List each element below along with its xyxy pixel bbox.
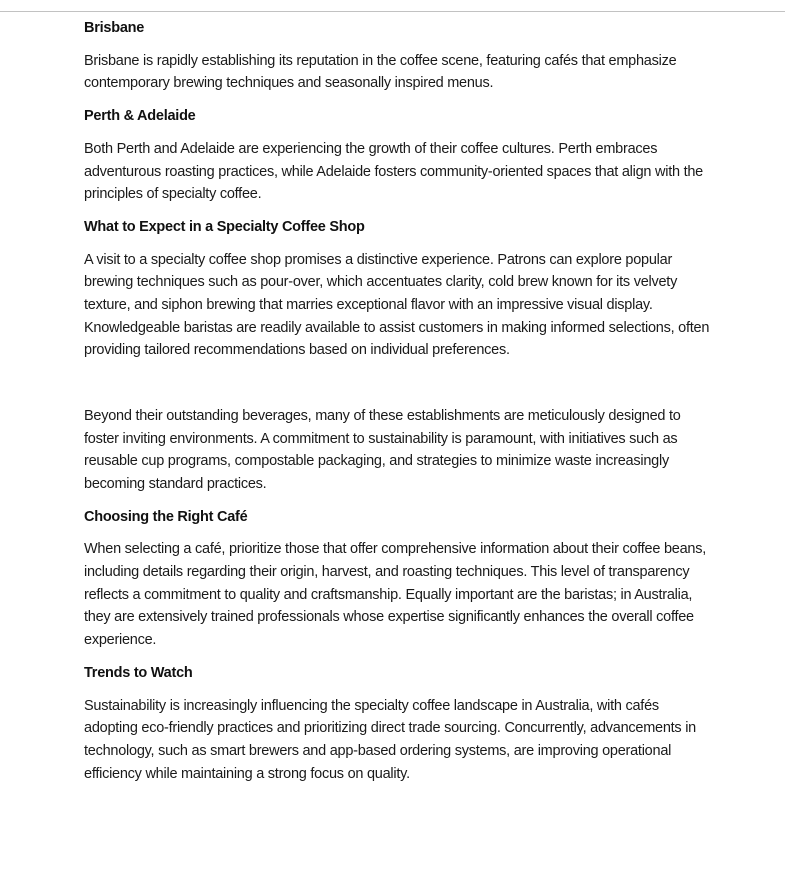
- paragraph-beyond-beverages: Beyond their outstanding beverages, many of these establishments are meticulously designed to foster inviting environments. A commitment to sustainability is paramount, with initiatives such as reusable cup programs, compostable packaging, and strategies to minimize waste increasingly becoming standard practices.: [84, 407, 681, 492]
- section-heading-choosing-cafe: Choosing the Right Café: [84, 508, 248, 525]
- paragraph-perth-adelaide: Both Perth and Adelaide are experiencing the growth of their coffee cultures. Perth embraces adventurous roasting practices, while Adelaide fosters community-oriented spaces that align with the principles of specialty coffee.: [84, 140, 703, 203]
- section-heading-perth-adelaide: Perth & Adelaide: [84, 108, 196, 125]
- page-top-divider: [0, 11, 785, 12]
- paragraph-brisbane: Brisbane is rapidly establishing its reputation in the coffee scene, featuring cafés that emphasize contemporary brewing techniques and seasonally inspired menus.: [84, 52, 677, 92]
- section-heading-brisbane: Brisbane: [84, 20, 145, 36]
- paragraph-trends: Sustainability is increasingly influencing the specialty coffee landscape in Australia, with cafés adopting eco-friendly practices and prioritizing direct trade sourcing. Concurrently, advancements in technology, such as smart brewers and app-based ordering systems, are improving operational efficiency while maintaining a strong focus on quality.: [84, 697, 696, 782]
- empty-paragraph: [84, 372, 716, 395]
- section-heading-trends: Trends to Watch: [84, 664, 193, 681]
- paragraph-choosing-cafe: When selecting a café, prioritize those that offer comprehensive information about their coffee beans, including details regarding their origin, harvest, and roasting techniques. This level of transparency reflects a commitment to quality and craftsmanship. Equally important are the baristas; in Australia, they are extensively trained professionals whose expertise significantly enhances the overall coffee experience.: [84, 541, 707, 649]
- section-heading-what-to-expect: What to Expect in a Specialty Coffee Shop: [84, 218, 365, 235]
- paragraph-what-to-expect: A visit to a specialty coffee shop promises a distinctive experience. Patrons can explore popular brewing techniques such as pour-over, which accentuates clarity, cold brew known for its velvety texture, and siphon brewing that marries exceptional flavor with an impressive visual display. Knowledgeable baristas are readily available to assist customers in making informed selections, often providing tailored recommendations based on individual preferences.: [84, 251, 710, 359]
- document-content: [84, 17, 716, 795]
